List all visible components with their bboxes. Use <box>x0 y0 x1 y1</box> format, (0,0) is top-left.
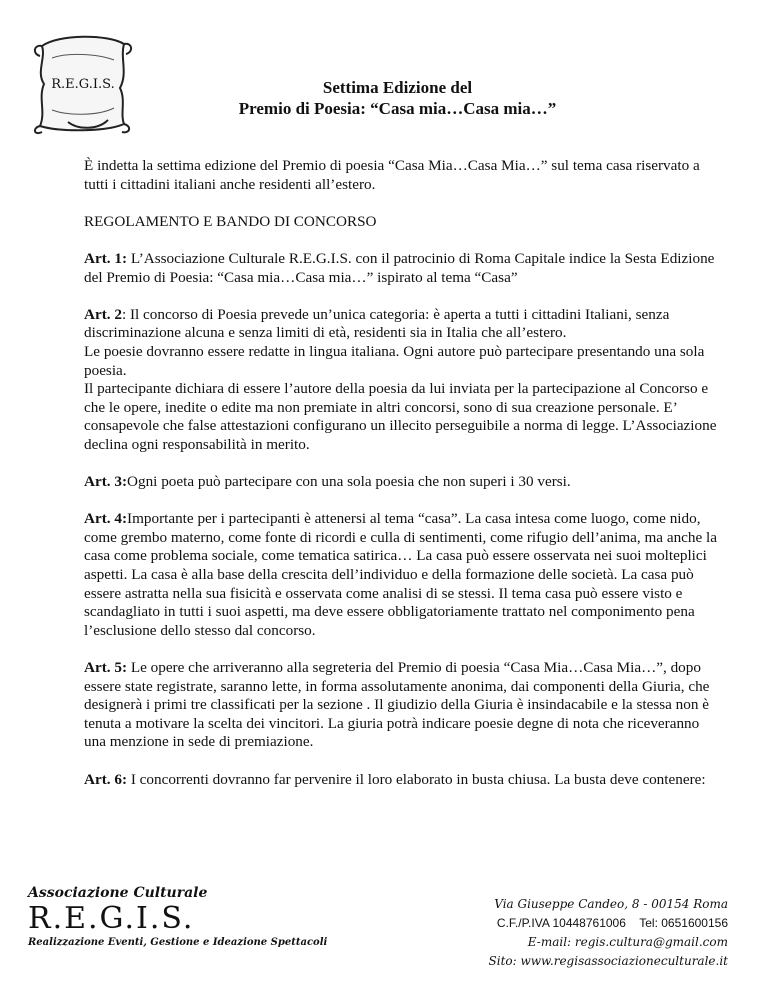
title-line-2: Premio di Poesia: “Casa mia…Casa mia…” <box>238 99 557 118</box>
article-text: : Il concorso di Poesia prevede un’unica categoria: è aperta a tutti i cittadini Italiani, senza discriminazione alcuna e senza limiti di età, residenti sia in Italia che all’estero. <box>84 305 670 342</box>
intro-paragraph: È indetta la settima edizione del Premio di poesia “Casa Mia…Casa Mia…” sul tema casa riservato a tutti i cittadini italiani anche residenti all’estero. <box>84 157 700 193</box>
article-6 <box>84 771 724 790</box>
document-body <box>84 157 724 808</box>
logo-text: R.E.G.I.S. <box>51 77 115 92</box>
scroll-emblem-icon <box>28 28 138 138</box>
footer-email[interactable]: E-mail: regis.cultura@gmail.com <box>527 935 728 949</box>
footer-contacts <box>470 895 728 971</box>
article-label: Art. 5: <box>84 659 128 677</box>
article-5 <box>84 659 724 752</box>
article-3 <box>84 473 724 492</box>
article-text: Ogni poeta può partecipare con una sola poesia che non superi i 30 versi. <box>127 473 571 491</box>
footer-description: Realizzazione Eventi, Gestione e Ideazione Spettacoli <box>28 937 328 948</box>
footer-tel: Tel: 0651600156 <box>639 916 728 930</box>
article-text: I concorrenti dovranno far pervenire il loro elaborato in busta chiusa. La busta deve contenere: <box>127 770 706 788</box>
article-label: Art. 1: <box>84 249 128 267</box>
article-4 <box>84 510 724 640</box>
article-label: Art. 3: <box>84 473 128 491</box>
article-text-extra: Il partecipante dichiara di essere l’autore della poesia da lui inviata per la partecipazione al Concorso e che le opere, inedite o edite ma non premiate in altri concorsi, sono di sua creazione personale. E’ consapevole che false attestazioni configurano un illecito perseguibile a norma di legge. L’Associazione declina ogni responsabilità in merito. <box>84 380 717 453</box>
footer-association <box>28 885 328 948</box>
title-line-1: Settima Edizione del <box>322 78 473 97</box>
footer-regis-logo: R.E.G.I.S. <box>28 901 195 936</box>
article-1 <box>84 250 724 287</box>
regis-logo <box>28 28 138 138</box>
section-title: REGOLAMENTO E BANDO DI CONCORSO <box>84 212 377 230</box>
footer-cf: C.F./P.IVA 10448761006 <box>496 916 626 930</box>
footer-cf-tel <box>470 914 728 933</box>
footer-assoc-label: Associazione Culturale <box>28 885 208 901</box>
article-text-extra: Le poesie dovranno essere redatte in lingua italiana. Ogni autore può partecipare presentando una sola poesia. <box>84 342 705 379</box>
article-label: Art. 2 <box>84 305 122 323</box>
article-text: L’Associazione Culturale R.E.G.I.S. con il patrocinio di Roma Capitale indice la Sesta Edizione del Premio di Poesia: “Casa mia…Casa mia…” ispirato al tema “Casa” <box>84 249 715 286</box>
article-2 <box>84 306 724 455</box>
footer-site[interactable]: Sito: www.regisassociazioneculturale.it <box>488 954 728 968</box>
article-text: Le opere che arriveranno alla segreteria del Premio di poesia “Casa Mia…Casa Mia…”, dopo essere state registrate, saranno lette, in forma assolutamente anonima, dai componenti della Giuria, che designerà i primi tre classificati per la sezione . Il giudizio della Giuria è insindacabile e la stessa non è tenuta a motivare la scelta dei vincitori. La giuria potrà indicare poesie degne di nota che riceveranno una menzione in sede di premiazione. <box>84 659 710 751</box>
footer-address: Via Giuseppe Candeo, 8 - 00154 Roma <box>494 897 728 911</box>
article-label: Art. 6: <box>84 770 128 788</box>
article-text: Importante per i partecipanti è attenersi al tema “casa”. La casa intesa come luogo, come nido, come grembo materno, come fonte di ricordi e culla di sentimenti, come rifugio dell’anima, ma anche la casa come problema sociale, come tematica satirica… La casa può essere osservata nei suoi molteplici aspetti. La casa è alla base della crescita dell’individuo e della formazione delle società. La casa può essere astratta nella sua fisicità e osservata come analisi di se stessi. Il tema casa può essere visto e scandagliato in tutti i suoi aspetti, ma deve essere obbligatoriamente trattato nel componimento pena l’esclusione dello stesso dal concorso. <box>84 510 718 639</box>
document-title <box>170 77 625 119</box>
article-label: Art. 4: <box>84 510 128 528</box>
